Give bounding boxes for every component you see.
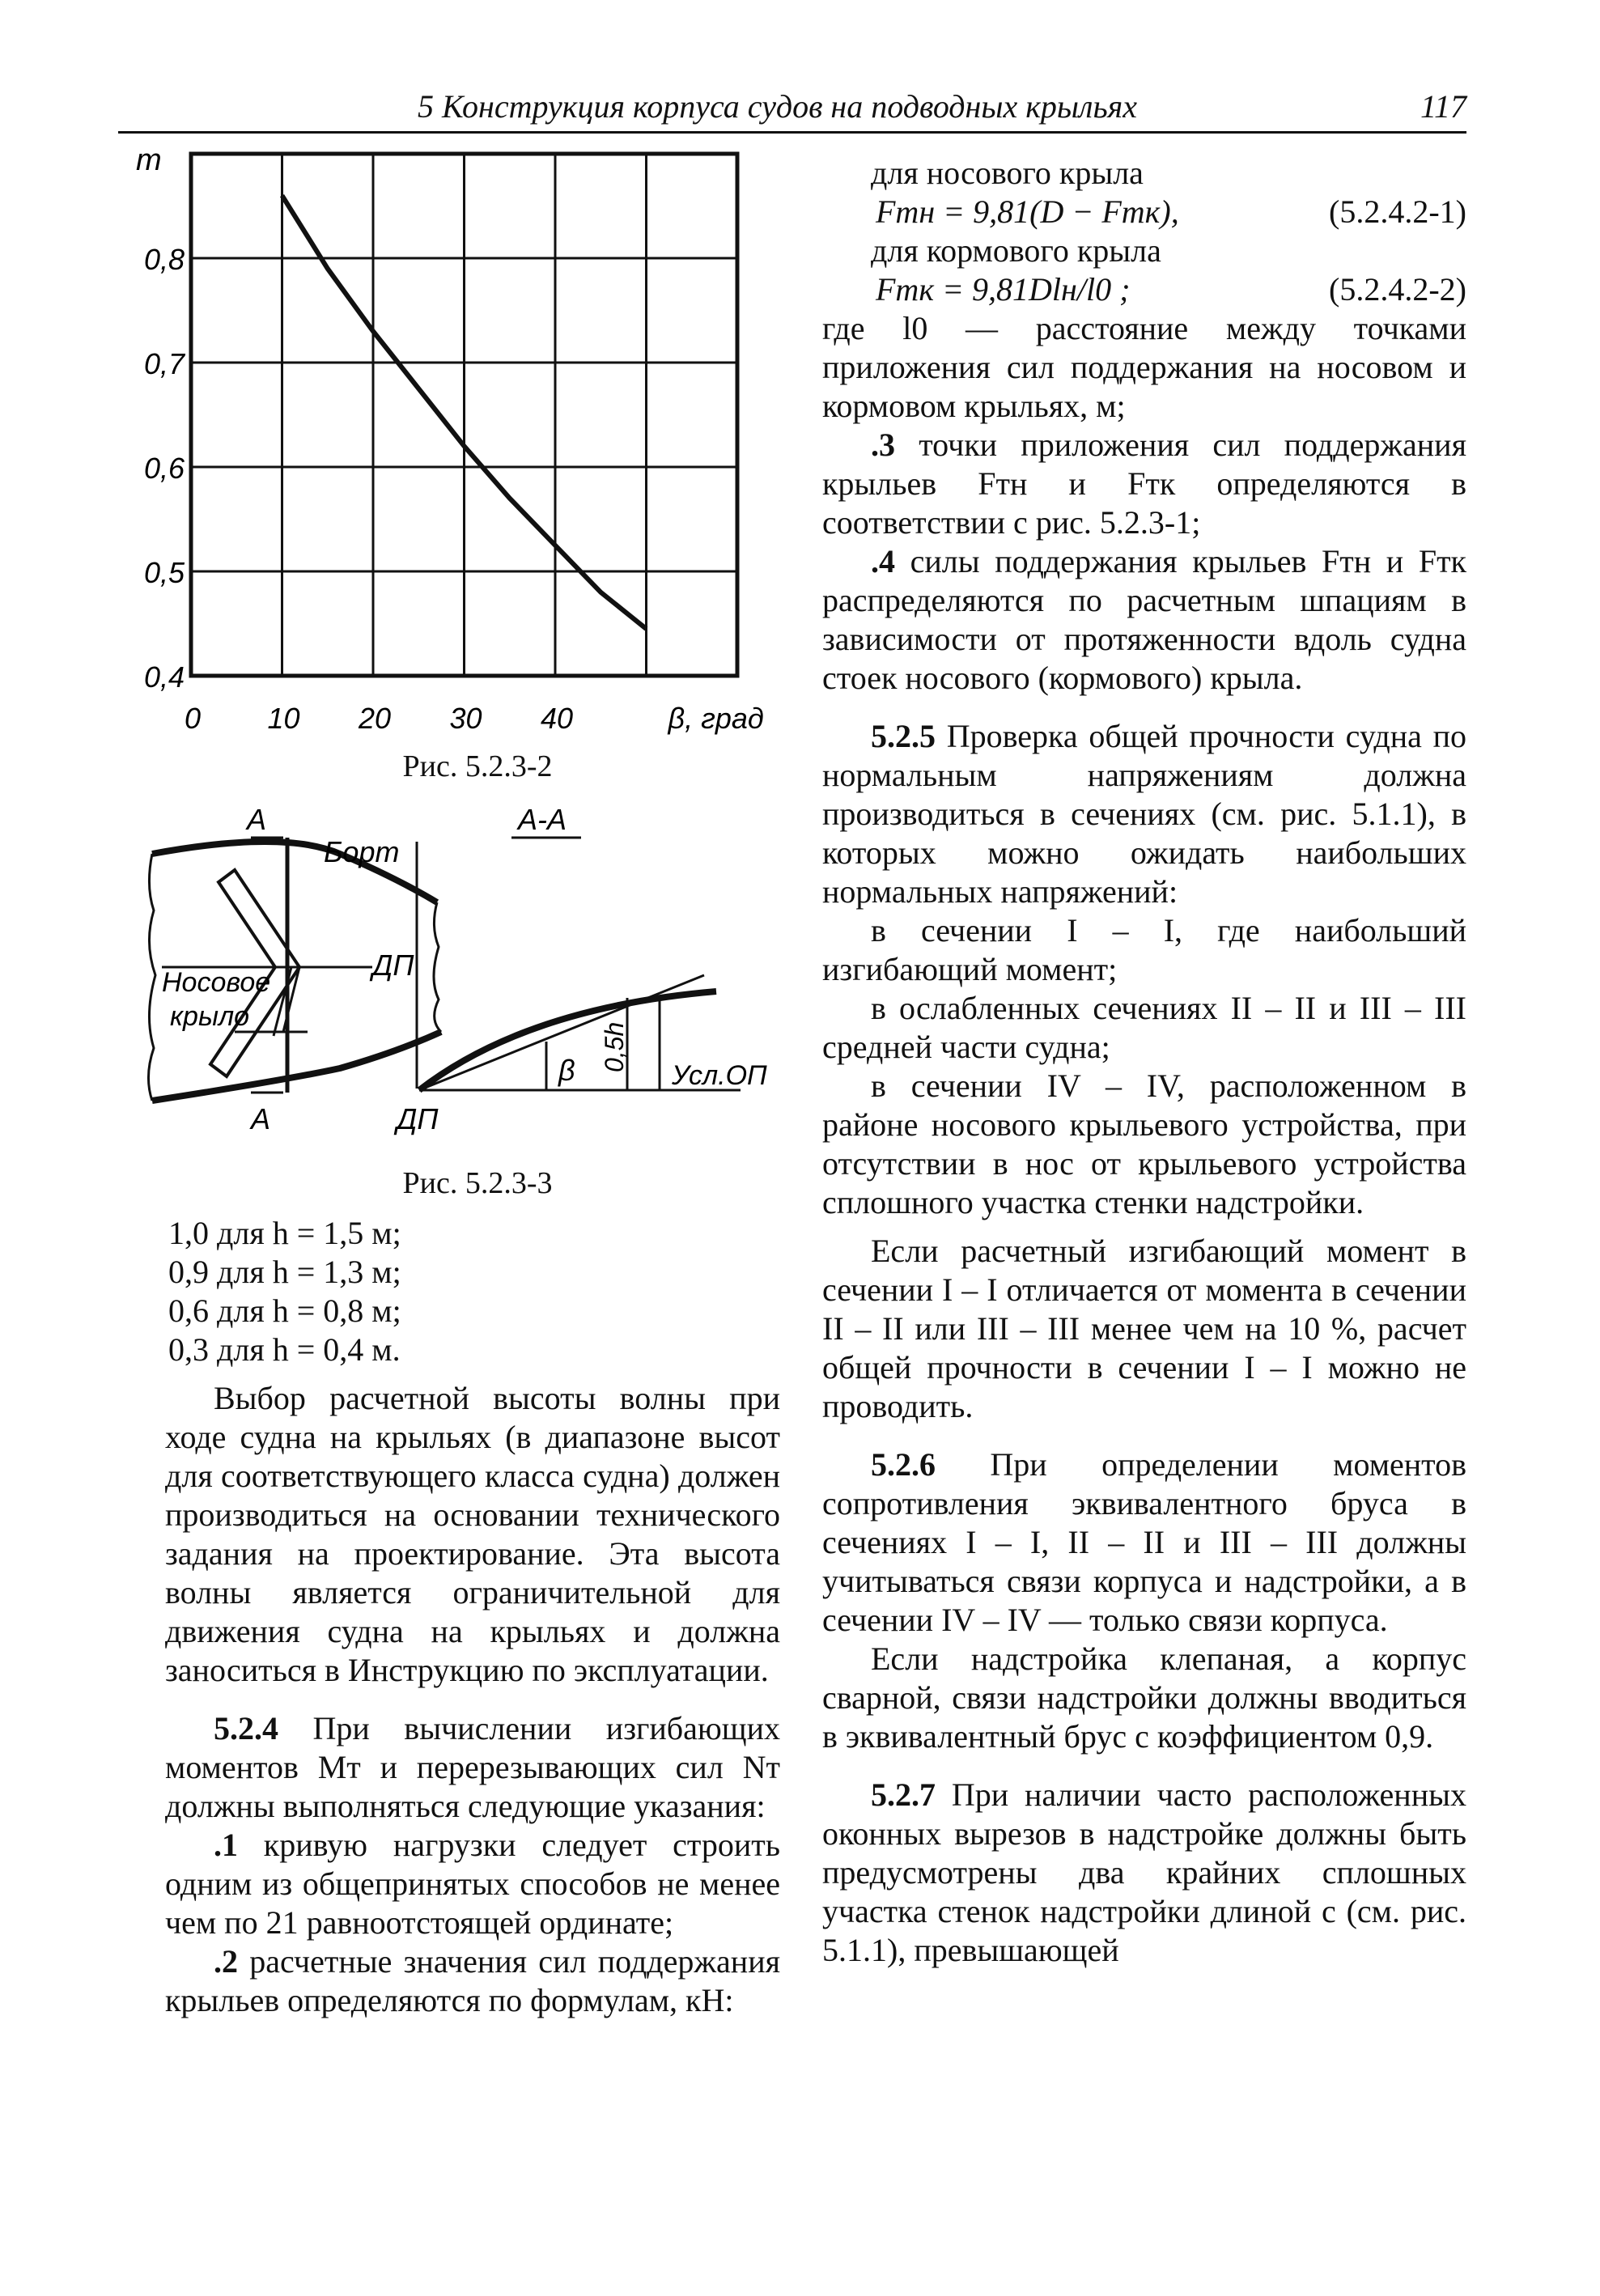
h-value-4: 0,3 для h = 0,4 м. [168, 1331, 401, 1368]
item-number: .1 [214, 1827, 238, 1863]
left-column [165, 1214, 780, 2020]
right-column [822, 154, 1466, 1970]
moment-paragraph: Если расчетный изгибающий момент в сечении I – I отличается от момента в сечении II – II или III – III менее чем на 10 %, расчет общей прочности в сечении I – I можно не проводить. [822, 1233, 1466, 1424]
chart-y-tick-label: 0,4 [144, 660, 185, 694]
item-4 [822, 542, 1466, 698]
formula-1-number: (5.2.4.2-1) [1329, 193, 1466, 230]
chart-x-tick-label: β, град [668, 702, 764, 735]
figure-caption-2: Рис. 5.2.3-3 [402, 1166, 553, 1200]
figure-caption-1: Рис. 5.2.3-2 [402, 749, 553, 783]
section-5-2-4 [165, 1709, 780, 1826]
label-usl-op: Усл.ОП [672, 1060, 767, 1091]
spacer [822, 1426, 1466, 1445]
stern-foil-label: для кормового крыла [871, 232, 1161, 269]
wave-height-paragraph: Выбор расчетной высоты волны при ходе судна на крыльях (в диапазоне высот для соответствующего класса судна) должен производиться на основании технического задания на проектирование. Эта высота волны является ограничительной для движения судна на крыльях и должна заноситься в Инструкцию по эксплуатации. [165, 1380, 780, 1688]
section-number: 5.2.6 [871, 1446, 936, 1483]
hull-break-right [434, 902, 441, 1032]
item-3 [822, 426, 1466, 542]
spacer [822, 1222, 1466, 1232]
chart-y-tick-label: 0,8 [144, 243, 185, 276]
item-1 [165, 1826, 780, 1942]
chart-x-tick-label: 20 [359, 702, 392, 735]
section-5-2-5 [822, 717, 1466, 911]
chart-y-tick-label: 0,6 [144, 452, 185, 485]
nose-foil-label: для носового крыла [871, 155, 1144, 191]
item-text: силы поддержания крыльев Fтн и Fтк распределяются по расчетным шпациям в зависимости от протяженности вдоль судна стоек носового (кормового) крыла. [822, 543, 1466, 696]
section-5-2-6 [822, 1445, 1466, 1640]
h-value-3: 0,6 для h = 0,8 м; [168, 1292, 401, 1329]
section-text: При наличии часто расположенных оконных вырезов в надстройке должны быть предусмотрены два крайних сплошных участка стенок надстройки длиной c (см. рис. 5.1.1), превышающей [822, 1776, 1466, 1968]
section-list-1: в сечении I – I, где наибольший изгибающий момент; [822, 912, 1466, 987]
formula-2 [822, 270, 1466, 309]
formula-2-number: (5.2.4.2-2) [1329, 271, 1466, 308]
page-number: 117 [1420, 88, 1466, 125]
chart-y-tick-label: 0,7 [144, 347, 185, 380]
label-section-top: А [247, 805, 267, 836]
item-number: .2 [214, 1943, 238, 1980]
label-dp-bottom: ДП [397, 1102, 439, 1135]
section-list-2: в ослабленных сечениях II – II и III – III средней части судна; [822, 990, 1466, 1065]
spacer [822, 1756, 1466, 1776]
chart-x-tick-label: 30 [449, 702, 482, 735]
item-text: кривую нагрузки следует строить одним из общепринятых способов не менее чем по 21 равноотстоящей ординате; [165, 1827, 780, 1941]
section-number: 5.2.7 [871, 1776, 936, 1813]
section-text: При вычислении изгибающих моментов Mт и перерезывающих сил Nт должны выполняться следующие указания: [165, 1710, 780, 1824]
section-number: 5.2.5 [871, 718, 936, 754]
running-title: 5 Конструкция корпуса судов на подводных крыльях [418, 88, 1138, 125]
chart-y-label: m [136, 143, 162, 177]
section-list-3: в сечении IV – IV, расположенном в районе носового крыльевого устройства, при отсутствии в нос от крыльевого устройства сплошного участка стенки надстройки. [822, 1067, 1466, 1220]
label-dp-left: ДП [372, 949, 414, 982]
section-number: 5.2.4 [214, 1710, 278, 1746]
chart-y-tick-label: 0,5 [144, 556, 185, 589]
spacer [165, 1369, 780, 1379]
label-beta: β [558, 1054, 575, 1087]
spacer [165, 1690, 780, 1709]
formula-2-expr: Fтк = 9,81Dlн/l0 ; [876, 271, 1131, 308]
foil-diagram [138, 805, 785, 1153]
formula-1-expr: Fтн = 9,81(D − Fтк), [876, 193, 1179, 230]
label-section-title: А-А [518, 805, 567, 836]
chart-m-vs-beta [118, 138, 766, 753]
spacer [822, 698, 1466, 717]
item-2 [165, 1942, 780, 2020]
item-number: .3 [871, 427, 895, 463]
label-half-h: 0,5h [600, 1021, 629, 1072]
section-text: Проверка общей прочности судна по нормальным напряжениям должна производиться в сечениях (см. рис. 5.1.1), в которых можно ожидать наибольших нормальных напряжений: [822, 718, 1466, 910]
h-value-1: 1,0 для h = 1,5 м; [168, 1215, 401, 1251]
section-5-2-7 [822, 1776, 1466, 1970]
page-header [118, 87, 1466, 136]
h-value-2: 0,9 для h = 1,3 м; [168, 1254, 401, 1290]
chart-x-tick-label: 10 [267, 702, 300, 735]
section-text: При определении моментов сопротивления эквивалентного бруса в сечениях I – I, II – II и III – III должны учитываться связи корпуса и надстройки, а в сечении IV – IV — только связи корпуса. [822, 1446, 1466, 1638]
item-text: точки приложения сил поддержания крыльев Fтн и Fтк определяются в соответствии с рис. 5.2.3-1; [822, 427, 1466, 541]
chart-x-tick-label: 0 [185, 702, 202, 735]
item-text: расчетные значения сил поддержания крыльев определяются по формулам, кН: [165, 1943, 780, 2018]
where-paragraph: где l0 — расстояние между точками приложения сил поддержания на носовом и кормовом крыльях, м; [822, 310, 1466, 424]
hull-break-left [148, 854, 155, 1101]
item-number: .4 [871, 543, 895, 579]
label-section-bottom: А [251, 1102, 271, 1135]
wave-height-list [165, 1214, 780, 1369]
label-foil-line2: крыло [170, 1001, 250, 1032]
chart-x-tick-label: 40 [541, 702, 574, 735]
riveted-paragraph: Если надстройка клепаная, а корпус сварной, связи надстройки должны вводиться в эквивалентный брус с коэффициентом 0,9. [822, 1640, 1466, 1755]
label-bort: Борт [324, 835, 400, 868]
formula-1 [822, 193, 1466, 231]
hull-bottom [152, 1032, 441, 1101]
label-foil-line1: Носовое [162, 967, 271, 998]
header-rule [118, 131, 1466, 134]
